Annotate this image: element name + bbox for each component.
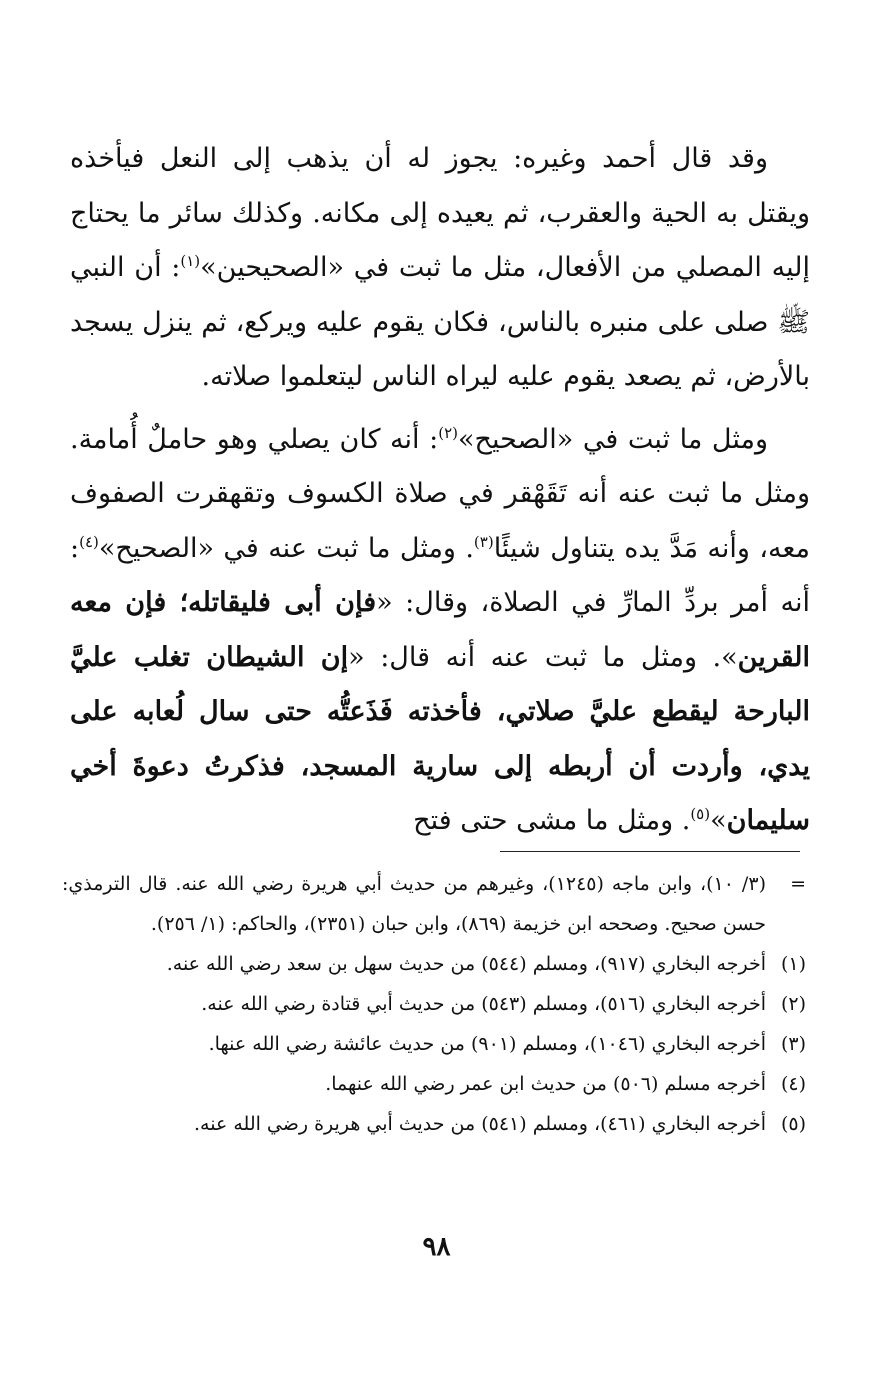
paragraph-1-part-a: وقد قال أحمد وغيره: يجوز له أن يذهب إلى النعل فيأخذه ويقتل به الحية والعقرب، ثم يعيده إلى مكانه. وكذلك سائر ما يحتاج إليه المصلي من الأفعال، مثل ما ثبت في «الصحيحين» bbox=[70, 143, 810, 283]
footnote-text: (٣/ ١٠)، وابن ماجه (١٢٤٥)، وغيرهم من حديث أبي هريرة رضي الله عنه. قال الترمذي: حسن صحيح. وصححه ابن خزيمة (٨٦٩)، وابن حبان (٢٣٥١)، والحاكم: (١/ ٢٥٦). bbox=[62, 873, 766, 935]
footnote-ref-3: (٣) bbox=[473, 532, 494, 551]
footnote-ref-2: (٢) bbox=[438, 423, 459, 442]
paragraph-2-part-e: ». ومثل ما ثبت عنه أنه قال: « bbox=[348, 641, 738, 673]
footnote-text: أخرجه البخاري (١٠٤٦)، ومسلم (٩٠١) من حديث عائشة رضي الله عنها. bbox=[208, 1033, 766, 1055]
paragraph-2-part-b: : أنه كان يصلي وهو حاملٌ أُمامة. ومثل ما ثبت عنه أنه تَقَهْقر في صلاة الكسوف وتقهقرت الصفوف معه، وأنه مَدَّ يده يتناول شيئًا bbox=[70, 423, 810, 564]
footnote-mark: (٣) bbox=[780, 1033, 806, 1055]
page-number: ٩٨ bbox=[422, 1232, 451, 1262]
footnote-ref-4: (٤) bbox=[79, 532, 99, 551]
hadith-quote-1: فإن أبى فليقاتله؛ فإن معه القرين bbox=[70, 587, 810, 673]
footnote-mark: (٥) bbox=[780, 1113, 806, 1135]
paragraph-2-part-d: : أنه أمر بردِّ المارِّ في الصلاة، وقال: « bbox=[70, 532, 810, 618]
paragraph-2-part-a: ومثل ما ثبت في «الصحيح» bbox=[458, 423, 768, 455]
footnote-ref-1: (١) bbox=[180, 252, 201, 270]
footnote-3 bbox=[62, 1024, 806, 1064]
footnote-5 bbox=[62, 1104, 806, 1144]
footnote-continuation bbox=[62, 864, 806, 944]
footnote-mark: (٤) bbox=[780, 1073, 806, 1095]
footnote-text: أخرجه البخاري (٥١٦)، ومسلم (٥٤٣) من حديث أبي قتادة رضي الله عنه. bbox=[201, 993, 766, 1015]
footnote-text: أخرجه مسلم (٥٠٦) من حديث ابن عمر رضي الله عنهما. bbox=[325, 1073, 766, 1095]
paragraph-2-part-f: » bbox=[710, 805, 727, 836]
footnote-mark: (٢) bbox=[780, 993, 806, 1015]
footnote-separator bbox=[500, 851, 800, 852]
footnote-text: أخرجه البخاري (٩١٧)، ومسلم (٥٤٤) من حديث سهل بن سعد رضي الله عنه. bbox=[166, 953, 766, 975]
paragraph-2 bbox=[70, 413, 810, 849]
paragraph-1-part-b: : أن النبي ﷺ صلى على منبره بالناس، فكان يقوم عليه ويركع، ثم ينزل يسجد بالأرض، ثم يصعد يقوم عليه ليراه الناس ليتعلموا صلاته. bbox=[70, 252, 810, 392]
footnote-mark: (١) bbox=[780, 953, 806, 975]
main-text bbox=[70, 132, 810, 849]
footnote-text: أخرجه البخاري (٤٦١)، ومسلم (٥٤١) من حديث أبي هريرة رضي الله عنه. bbox=[194, 1113, 766, 1135]
footnote-ref-5: (٥) bbox=[690, 805, 711, 823]
paragraph-1 bbox=[70, 132, 810, 405]
footnote-mark: = bbox=[790, 873, 806, 895]
footnote-1 bbox=[62, 944, 806, 984]
hadith-quote-2: إن الشيطان تغلب عليَّ البارحة ليقطع عليَّ صلاتي، فأخذته فَذَعتُّه حتى سال لُعابه على يدي، وأردت أن أربطه إلى سارية المسجد، فذكرتُ دعوةَ أخي سليمان bbox=[70, 641, 810, 836]
footnote-2 bbox=[62, 984, 806, 1024]
footnotes bbox=[62, 864, 806, 1144]
paragraph-2-part-c: . ومثل ما ثبت عنه في «الصحيح» bbox=[98, 532, 474, 564]
paragraph-2-part-g: . ومثل ما مشى حتى فتح bbox=[413, 805, 691, 836]
footnote-4 bbox=[62, 1064, 806, 1104]
